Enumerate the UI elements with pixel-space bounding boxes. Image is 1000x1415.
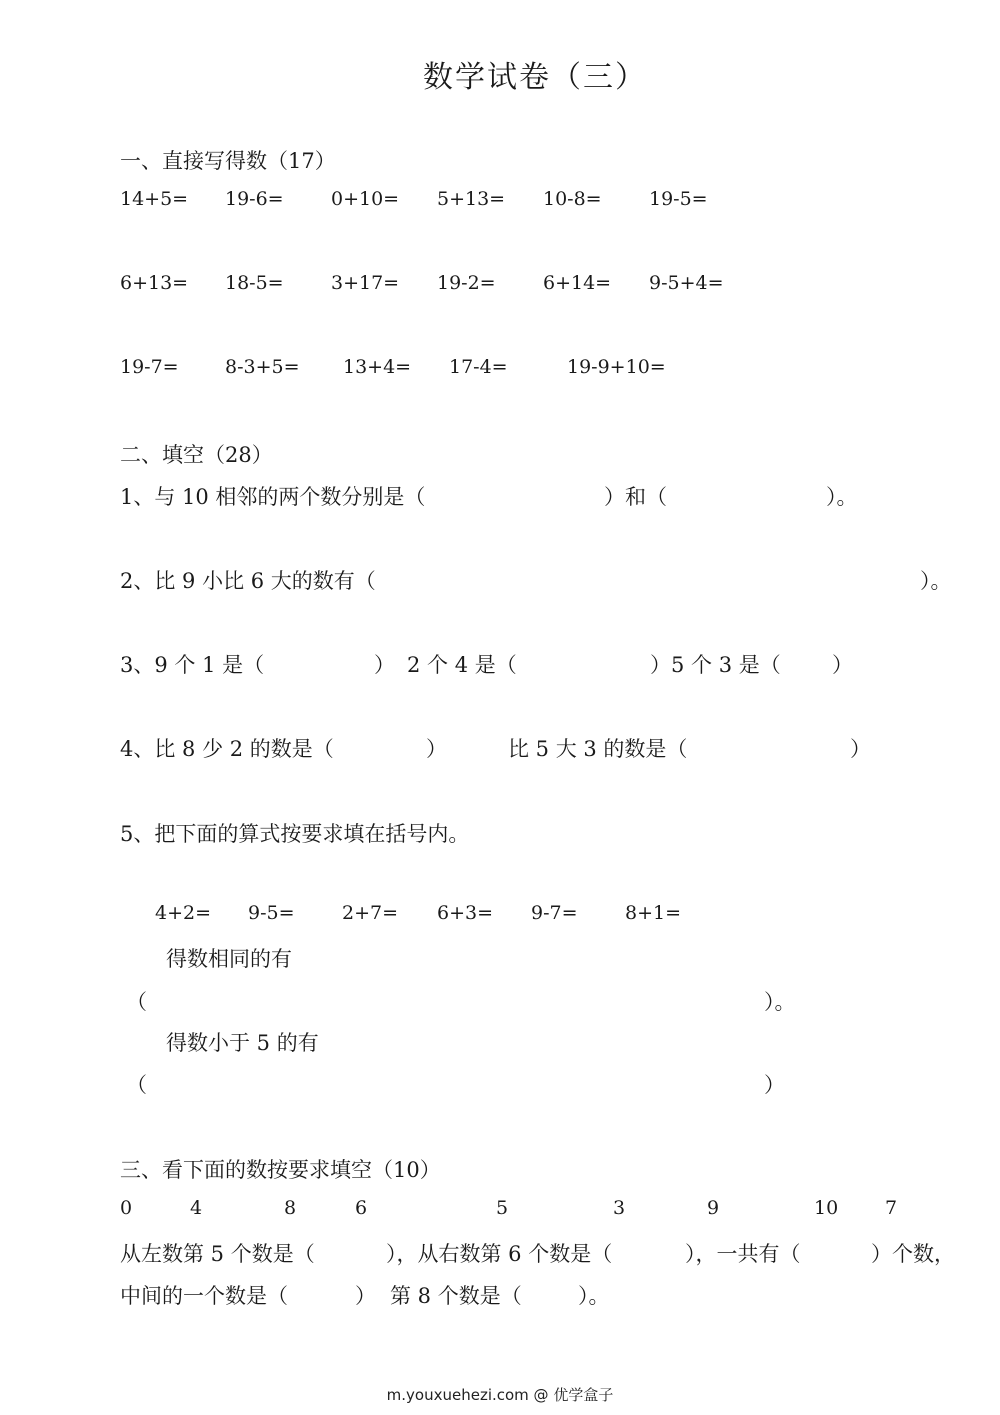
number-item: 9	[707, 1197, 720, 1219]
expression: 6+13=	[120, 272, 189, 294]
expression: 19-9+10=	[567, 356, 666, 378]
number-item: 5	[496, 1197, 509, 1219]
same-result-label: 得数相同的有	[166, 947, 292, 971]
question-2-text: ）。	[920, 569, 952, 593]
question-1-text: ）。	[826, 485, 858, 509]
expression: 9-5=	[248, 902, 295, 924]
expression: 19-6=	[225, 188, 284, 210]
section3-question-text: 从左数第 5 个数是（	[120, 1242, 315, 1266]
expression: 6+14=	[543, 272, 612, 294]
question-2-text: 2、比 9 小比 6 大的数有（	[120, 569, 376, 593]
section3-question-text: 第 8 个数是（	[390, 1284, 522, 1308]
question-1-text: 1、与 10 相邻的两个数分别是（	[120, 485, 426, 509]
number-item: 7	[885, 1197, 898, 1219]
number-item: 4	[190, 1197, 203, 1219]
question-4-text: 4、比 8 少 2 的数是（	[120, 737, 334, 761]
section3-question-text: 中间的一个数是（	[120, 1284, 288, 1308]
question-4-text: 比 5 大 3 的数是（	[508, 737, 688, 761]
expression: 9-7=	[531, 902, 578, 924]
expression: 14+5=	[120, 188, 189, 210]
expression: 8-3+5=	[225, 356, 300, 378]
expression: 18-5=	[225, 272, 284, 294]
expression: 3+17=	[331, 272, 400, 294]
section3-heading: 三、看下面的数按要求填空（10）	[120, 1158, 441, 1182]
same-result-bracket: ）。	[764, 990, 796, 1014]
expression: 8+1=	[625, 902, 682, 924]
page-title: 数学试卷（三）	[423, 60, 647, 95]
expression: 10-8=	[543, 188, 602, 210]
section3-question-text: ），从右数第 6 个数是（	[386, 1242, 613, 1266]
section2-heading: 二、填空（28）	[120, 443, 273, 467]
question-1-text: ）和（	[604, 485, 667, 509]
question-3-text: 3、9 个 1 是（	[120, 653, 265, 677]
question-5-text: 5、把下面的算式按要求填在括号内。	[120, 822, 470, 846]
section3-question-text: ）。	[578, 1284, 610, 1308]
number-item: 6	[355, 1197, 368, 1219]
number-item: 10	[814, 1197, 839, 1219]
number-item: 8	[284, 1197, 297, 1219]
same-result-bracket: （	[126, 990, 147, 1014]
less-than-five-bracket: ）	[764, 1073, 785, 1097]
number-item: 0	[120, 1197, 133, 1219]
expression: 17-4=	[449, 356, 508, 378]
section1-heading: 一、直接写得数（17）	[120, 149, 336, 173]
expression: 19-7=	[120, 356, 179, 378]
expression: 6+3=	[437, 902, 494, 924]
expression: 5+13=	[437, 188, 506, 210]
question-3-text: ）5 个 3 是（	[650, 653, 781, 677]
question-3-text: ）	[832, 653, 853, 677]
section3-question-text: ），一共有（	[685, 1242, 801, 1266]
expression: 9-5+4=	[649, 272, 724, 294]
less-than-five-bracket: （	[126, 1073, 147, 1097]
expression: 0+10=	[331, 188, 400, 210]
expression: 2+7=	[342, 902, 399, 924]
question-3-text: ）	[374, 653, 395, 677]
expression: 19-5=	[649, 188, 708, 210]
expression: 4+2=	[155, 902, 212, 924]
footer-watermark: m.youxuehezi.com @ 优学盒子	[386, 1386, 614, 1404]
expression: 13+4=	[343, 356, 412, 378]
less-than-five-label: 得数小于 5 的有	[166, 1031, 319, 1055]
expression: 19-2=	[437, 272, 496, 294]
section3-question-text: ）个数，	[871, 1242, 955, 1266]
question-4-text: ）	[850, 737, 871, 761]
section3-question-text: ）	[355, 1284, 376, 1308]
question-3-text: 2 个 4 是（	[407, 653, 517, 677]
question-4-text: ）	[426, 737, 447, 761]
number-item: 3	[613, 1197, 626, 1219]
